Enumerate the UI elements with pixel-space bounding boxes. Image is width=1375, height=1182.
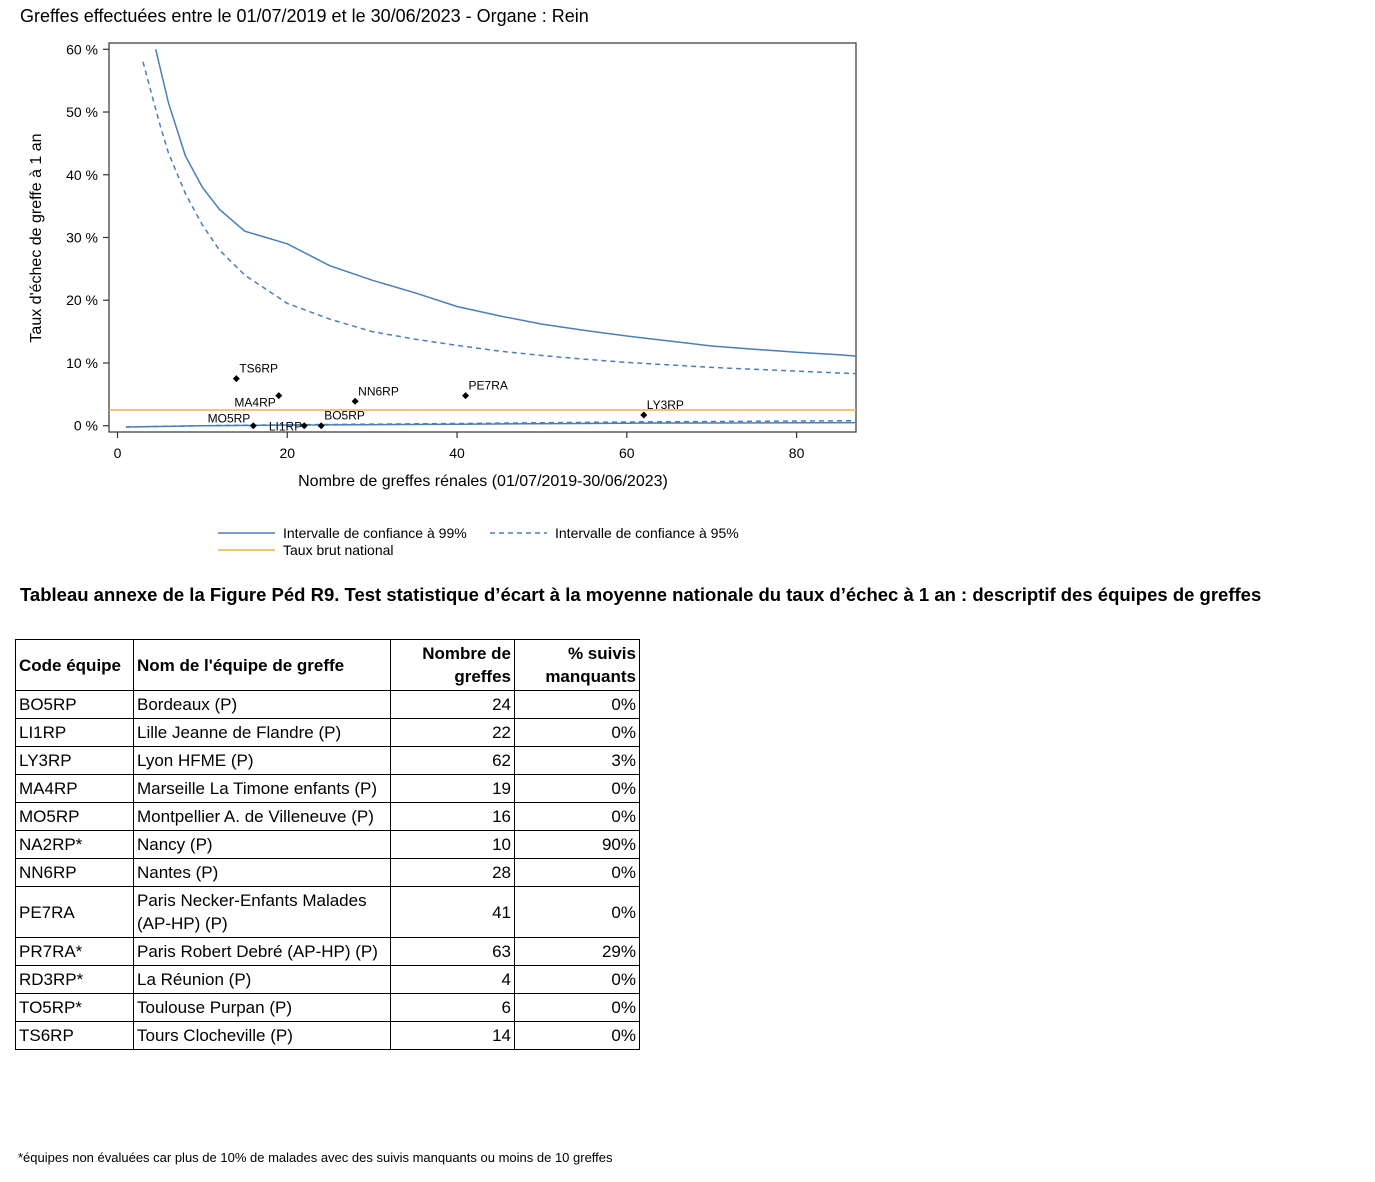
cell-code: BO5RP	[16, 691, 134, 719]
point-label-mo5rp: MO5RP	[207, 411, 251, 426]
cell-code: MO5RP	[16, 803, 134, 831]
cell-missing: 0%	[515, 966, 640, 994]
cell-name: Tours Clocheville (P)	[134, 1022, 391, 1050]
point-label-ma4rp: MA4RP	[234, 395, 276, 410]
cell-code: TO5RP*	[16, 994, 134, 1022]
cell-missing: 0%	[515, 859, 640, 887]
x-axis-label: Nombre de greffes rénales (01/07/2019-30/06/2023)	[298, 473, 668, 490]
cell-count: 10	[391, 831, 515, 859]
cell-code: NN6RP	[16, 859, 134, 887]
cell-count: 24	[391, 691, 515, 719]
header-name: Nom de l'équipe de greffe	[134, 640, 391, 691]
cell-code: NA2RP*	[16, 831, 134, 859]
cell-missing: 0%	[515, 775, 640, 803]
cell-code: PE7RA	[16, 887, 134, 938]
y-tick-label: 50 %	[66, 104, 98, 121]
x-tick-label: 40	[449, 445, 465, 461]
point-mo5rp	[250, 422, 257, 429]
y-tick-label: 0 %	[73, 417, 98, 434]
header-count-line1: Nombre de	[422, 644, 511, 663]
cell-count: 28	[391, 859, 515, 887]
table-header-row	[16, 640, 640, 691]
ci99-upper-line	[156, 49, 856, 356]
cell-missing: 0%	[515, 887, 640, 938]
cell-count: 22	[391, 719, 515, 747]
table-row	[16, 1022, 640, 1050]
x-tick-label: 80	[788, 445, 805, 461]
table-row	[16, 747, 640, 775]
x-tick-label: 60	[619, 445, 635, 461]
table-row	[16, 994, 640, 1022]
x-tick-label: 20	[279, 445, 296, 461]
table-row	[16, 775, 640, 803]
point-bo5rp	[318, 422, 325, 429]
point-pe7ra	[462, 392, 469, 399]
plot-frame	[109, 43, 856, 432]
cell-count: 41	[391, 887, 515, 938]
table-row	[16, 831, 640, 859]
table-row	[16, 719, 640, 747]
teams-table	[15, 639, 640, 1050]
point-label-bo5rp: BO5RP	[324, 408, 365, 423]
legend-label-1: Intervalle de confiance à 95%	[555, 525, 739, 541]
cell-count: 14	[391, 1022, 515, 1050]
legend-label-2: Taux brut national	[283, 542, 394, 558]
cell-name: Lyon HFME (P)	[134, 747, 391, 775]
y-tick-label: 20 %	[66, 292, 98, 309]
cell-count: 63	[391, 938, 515, 966]
header-missing	[515, 640, 640, 691]
cell-name: Nantes (P)	[134, 859, 391, 887]
cell-name: Montpellier A. de Villeneuve (P)	[134, 803, 391, 831]
point-ly3rp	[640, 412, 647, 419]
point-label-ts6rp: TS6RP	[239, 361, 279, 376]
cell-missing: 0%	[515, 691, 640, 719]
table-row	[16, 691, 640, 719]
cell-count: 62	[391, 747, 515, 775]
y-tick-label: 60 %	[66, 41, 98, 58]
table-row	[16, 887, 640, 938]
y-tick-label: 40 %	[66, 166, 98, 183]
cell-name: Paris Necker-Enfants Malades (AP-HP) (P)	[134, 887, 391, 938]
cell-code: RD3RP*	[16, 966, 134, 994]
table-title: Tableau annexe de la Figure Péd R9. Test statistique d’écart à la moyenne nationale du taux d’échec à 1 an : descriptif des équipes de greffes	[20, 584, 1262, 605]
cell-name: Nancy (P)	[134, 831, 391, 859]
point-nn6rp	[352, 398, 359, 405]
header-missing-line2: manquants	[545, 667, 636, 686]
cell-name: Bordeaux (P)	[134, 691, 391, 719]
y-tick-label: 10 %	[66, 354, 98, 371]
cell-code: MA4RP	[16, 775, 134, 803]
cell-missing: 0%	[515, 1022, 640, 1050]
cell-code: LI1RP	[16, 719, 134, 747]
header-count	[391, 640, 515, 691]
point-label-li1rp: LI1RP	[268, 419, 303, 434]
header-code: Code équipe	[16, 640, 134, 691]
cell-name: Lille Jeanne de Flandre (P)	[134, 719, 391, 747]
table-row	[16, 803, 640, 831]
table-row	[16, 966, 640, 994]
cell-name: La Réunion (P)	[134, 966, 391, 994]
ci95-upper-line	[143, 62, 856, 374]
cell-name: Paris Robert Debré (AP-HP) (P)	[134, 938, 391, 966]
footnote: *équipes non évaluées car plus de 10% de malades avec des suivis manquants ou moins de 10 greffes	[18, 1150, 613, 1165]
cell-missing: 0%	[515, 719, 640, 747]
point-label-pe7ra: PE7RA	[468, 378, 508, 393]
cell-name: Marseille La Timone enfants (P)	[134, 775, 391, 803]
cell-count: 19	[391, 775, 515, 803]
cell-count: 16	[391, 803, 515, 831]
y-axis-label: Taux d'échec de greffe à 1 an	[28, 133, 45, 343]
cell-count: 6	[391, 994, 515, 1022]
cell-missing: 0%	[515, 803, 640, 831]
cell-count: 4	[391, 966, 515, 994]
header-missing-line1: % suivis	[567, 644, 636, 663]
point-label-nn6rp: NN6RP	[358, 384, 399, 399]
chart-title: Greffes effectuées entre le 01/07/2019 et le 30/06/2023 - Organe : Rein	[20, 6, 589, 26]
cell-missing: 3%	[515, 747, 640, 775]
funnel-chart	[0, 0, 1375, 570]
cell-missing: 90%	[515, 831, 640, 859]
cell-missing: 29%	[515, 938, 640, 966]
cell-code: LY3RP	[16, 747, 134, 775]
point-label-ly3rp: LY3RP	[646, 398, 684, 413]
y-tick-label: 30 %	[66, 229, 98, 246]
cell-code: PR7RA*	[16, 938, 134, 966]
table-row	[16, 938, 640, 966]
legend	[218, 525, 739, 558]
table-row	[16, 859, 640, 887]
cell-missing: 0%	[515, 994, 640, 1022]
cell-name: Toulouse Purpan (P)	[134, 994, 391, 1022]
point-ma4rp	[275, 392, 282, 399]
point-ts6rp	[233, 375, 240, 382]
header-count-line2: greffes	[454, 667, 511, 686]
x-tick-label: 0	[113, 445, 122, 461]
legend-label-0: Intervalle de confiance à 99%	[283, 525, 467, 541]
cell-code: TS6RP	[16, 1022, 134, 1050]
